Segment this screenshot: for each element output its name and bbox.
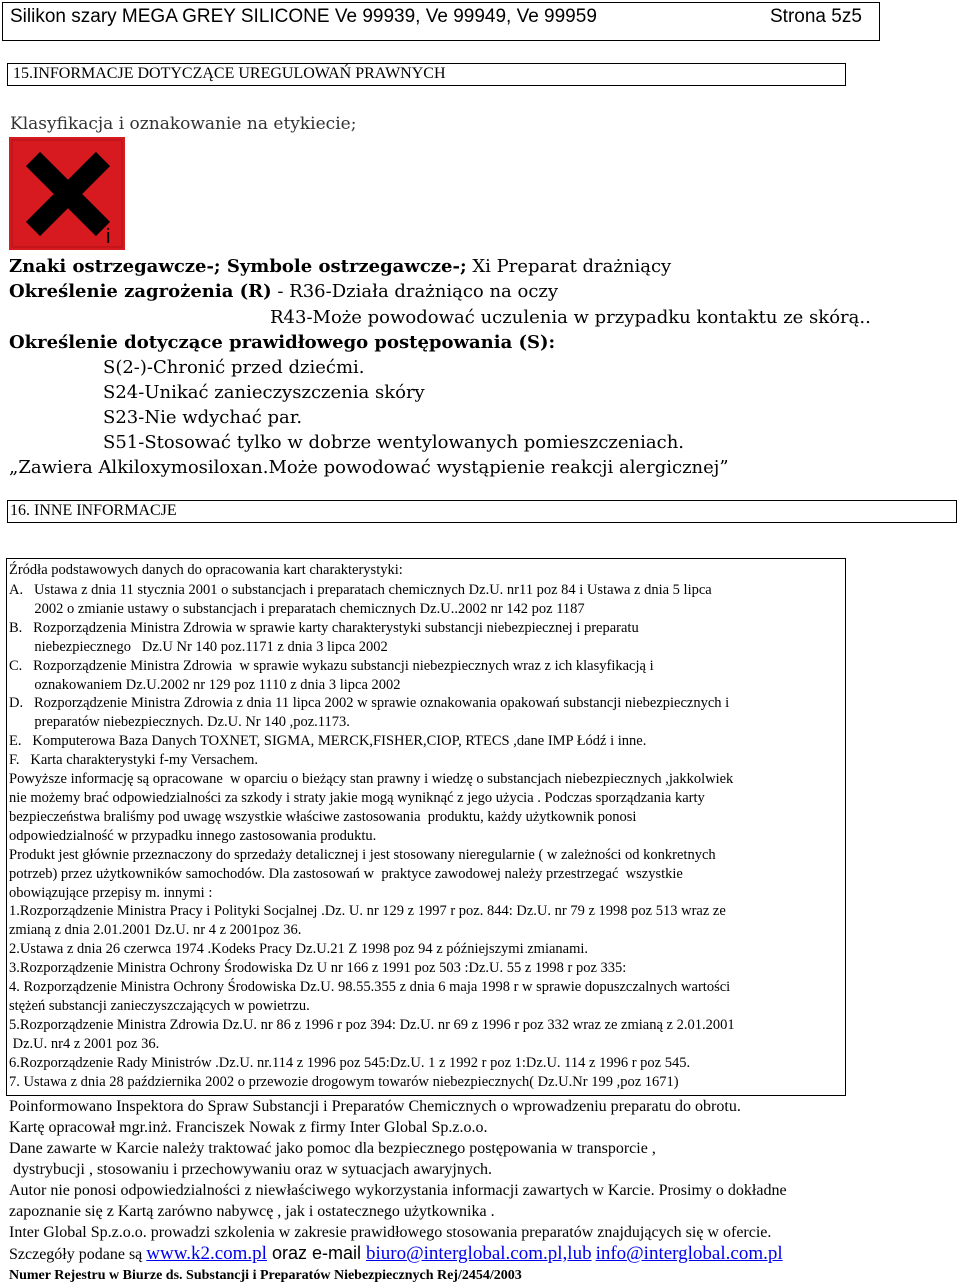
- sources-line: oznakowaniem Dz.U.2002 nr 129 poz 1110 z dnia 3 lipca 2002: [9, 676, 401, 693]
- warning-symbols-line: [9, 256, 671, 277]
- hazard-r36: - R36-Działa drażniąco na oczy: [271, 281, 559, 302]
- safety-s24: S24-Unikać zanieczyszczenia skóry: [103, 382, 425, 403]
- email-link-info[interactable]: info@interglobal.com.pl: [595, 1243, 783, 1264]
- section15-heading: 15.INFORMACJE DOTYCZĄCE UREGULOWAŃ PRAWNYCH: [13, 65, 446, 82]
- document-title: Silikon szary MEGA GREY SILICONE Ve 99939, Ve 99949, Ve 99959: [10, 6, 597, 27]
- contact-prefix: Szczegóły podane są: [9, 1246, 147, 1263]
- sources-line: 6.Rozporządzenie Rady Ministrów .Dz.U. nr.114 z 1996 poz 545:Dz.U. 1 z 1992 r poz 1:Dz.U. 114 z 1996 r poz 545.: [9, 1054, 691, 1071]
- safety-s51: S51-Stosować tylko w dobrze wentylowanych pomieszczeniach.: [103, 432, 685, 453]
- sources-line: Dz.U. nr4 z 2001 poz 36.: [9, 1035, 160, 1052]
- sources-line: Produkt jest głównie przeznaczony do sprzedaży detalicznej i jest stosowany nieregularnie ( w zależności od konkretnych: [9, 846, 716, 863]
- footer-notes: [9, 1096, 787, 1243]
- sources-line: 1.Rozporządzenie Ministra Pracy i Polityki Socjalnej .Dz. U. nr 129 z 1997 r poz. 844: Dz.U. nr 79 z 1998 poz 513 wraz ze: [9, 903, 726, 920]
- sources-line: A. Ustawa z dnia 11 stycznia 2001 o substancjach i preparatach chemicznych Dz.U. nr11 poz 84 i Ustawa z dnia 5 lipca: [9, 582, 712, 598]
- email-link-biuro[interactable]: biuro@interglobal.com.pl,lub: [365, 1243, 592, 1264]
- footer-line: Poinformowano Inspektora do Spraw Substancji i Preparatów Chemicznych o wprowadzeniu preparatu do obrotu.: [9, 1098, 741, 1115]
- sources-line: C. Rozporządzenie Ministra Zdrowia w sprawie wykazu substancji niebezpiecznych wraz z ich klasyfikacją i: [9, 657, 654, 674]
- footer-line: Dane zawarte w Karcie należy traktować jako pomoc dla bezpiecznego postępowania w transporcie ,: [9, 1140, 656, 1157]
- footer-line: Inter Global Sp.z.o.o. prowadzi szkolenia w zakresie prawidłowego stosowania preparatów znajdujących się w ofercie.: [9, 1224, 772, 1241]
- hazard-label: Określenie zagrożenia (R): [9, 281, 272, 302]
- sources-line: zmianą z dnia 2.01.2001 Dz.U. nr 4 z 2001poz 36.: [9, 922, 302, 939]
- contact-line: [9, 1243, 783, 1265]
- footer-line: Autor nie ponosi odpowiedzialności z niewłaściwego wykorzystania informacji zawartych w Karcie. Prosimy o dokładne: [9, 1182, 787, 1199]
- sources-line: D. Rozporządzenie Ministra Zdrowia z dnia 11 lipca 2002 w sprawie oznakowania opakowań substancji niebezpiecznych i: [9, 695, 730, 712]
- footer-line: dystrybucji , stosowaniu i przechowywaniu oraz w sytuacjach awaryjnych.: [9, 1161, 492, 1178]
- sources-line: B. Rozporządzenia Ministra Zdrowia w sprawie karty charakterystyki substancji niebezpiecznej i preparatu: [9, 619, 639, 636]
- sources-line: 3.Rozporządzenie Ministra Ochrony Środowiska Dz U nr 166 z 1991 poz 503 :Dz.U. 55 z 1998 r poz 335:: [9, 960, 627, 977]
- sources-list: [9, 581, 735, 1091]
- footer-line: Kartę opracował mgr.inż. Franciszek Nowak z firmy Inter Global Sp.z.o.o.: [9, 1119, 488, 1136]
- sources-line: F. Karta charakterystyki f-my Versachem.: [9, 752, 259, 769]
- safety-label: Określenie dotyczące prawidłowego postępowania (S):: [9, 332, 556, 353]
- sources-line: potrzeb) przez użytkowników samochodów. Dla zastosowań w praktyce zawodowej należy przestrzegać wszystkie: [9, 865, 683, 882]
- hazard-r43: R43-Może powodować uczulenia w przypadku kontaktu ze skórą..: [270, 307, 871, 328]
- sources-line: odpowiedzialność w przypadku innego zastosowania produktu.: [9, 827, 377, 844]
- sources-line: 5.Rozporządzenie Ministra Zdrowia Dz.U. nr 86 z 1996 r poz 394: Dz.U. nr 69 z 1996 r poz 332 wraz ze zmianą z 2.01.2001: [9, 1016, 735, 1033]
- email-label: oraz e-mail: [266, 1243, 366, 1263]
- website-link[interactable]: www.k2.com.pl: [146, 1243, 267, 1264]
- sources-line: niebezpiecznego Dz.U Nr 140 poz.1171 z dnia 3 lipca 2002: [9, 638, 388, 655]
- xi-irritant-icon: [9, 137, 125, 250]
- sources-line: bezpieczeństwa braliśmy pod uwagę wszystkie właściwe zastosowania produktu, każdy użytkownik ponosi: [9, 808, 637, 825]
- sources-line: obowiązujące przepisy m. innymi :: [9, 884, 213, 901]
- safety-s23: S23-Nie wdychać par.: [103, 407, 303, 428]
- sources-line: 4. Rozporządzenie Ministra Ochrony Środowiska Dz.U. 98.55.355 z dnia 6 maja 1998 r w sprawie dopuszczalnych wartości: [9, 979, 731, 996]
- allergen-note: „Zawiera Alkiloxymosiloxan.Może powodować wystąpienie reakcji alergicznej”: [9, 457, 729, 478]
- warning-symbols-label: Znaki ostrzegawcze-; Symbole ostrzegawcze-;: [9, 256, 467, 277]
- sources-title: Źródła podstawowych danych do opracowania kart charakterystyki:: [9, 562, 403, 578]
- classification-label: Klasyfikacja i oznakowanie na etykiecie;: [10, 114, 357, 134]
- registry-number: Numer Rejestru w Biurze ds. Substancji i Preparatów Niebezpiecznych Rej/2454/2003: [9, 1268, 522, 1283]
- warning-symbols-value: Xi Preparat drażniący: [466, 256, 672, 277]
- hazard-line: [9, 281, 558, 302]
- sources-line: 2.Ustawa z dnia 26 czerwca 1974 .Kodeks Pracy Dz.U.21 Z 1998 poz 94 z późniejszymi zmianami.: [9, 941, 589, 958]
- section16-heading: 16. INNE INFORMACJE: [10, 502, 177, 519]
- sources-line: Powyższe informację są opracowane w oparciu o bieżący stan prawny i wiedzę o substancjach niebezpiecznych ,jakkolwiek: [9, 771, 734, 788]
- sources-line: 7. Ustawa z dnia 28 października 2002 o przewozie drogowym towarów niebezpiecznych( Dz.U.Nr 199 ,poz 1671): [9, 1073, 679, 1090]
- sources-line: preparatów niebezpiecznych. Dz.U. Nr 140 ,poz.1173.: [9, 714, 350, 731]
- xi-letter: i: [106, 226, 111, 248]
- sources-line: E. Komputerowa Baza Danych TOXNET, SIGMA, MERCK,FISHER,CIOP, RTECS ,dane IMP Łódź i inne.: [9, 733, 647, 750]
- page-number: Strona 5z5: [770, 6, 862, 27]
- safety-s2: S(2-)-Chronić przed dziećmi.: [103, 357, 365, 378]
- sources-line: stężeń substancji zanieczyszczających w powietrzu.: [9, 997, 310, 1014]
- sources-line: 2002 o zmianie ustawy o substancjach i preparatach chemicznych Dz.U..2002 nr 142 poz 1187: [9, 600, 585, 617]
- footer-line: zapoznanie się z Kartą zarówno nabywcę , jak i ostatecznego użytkownika .: [9, 1203, 495, 1220]
- sources-line: nie możemy brać odpowiedzialności za szkody i straty jakie mogą wyniknąć z jego użycia . Podczas sporządzania karty: [9, 789, 705, 806]
